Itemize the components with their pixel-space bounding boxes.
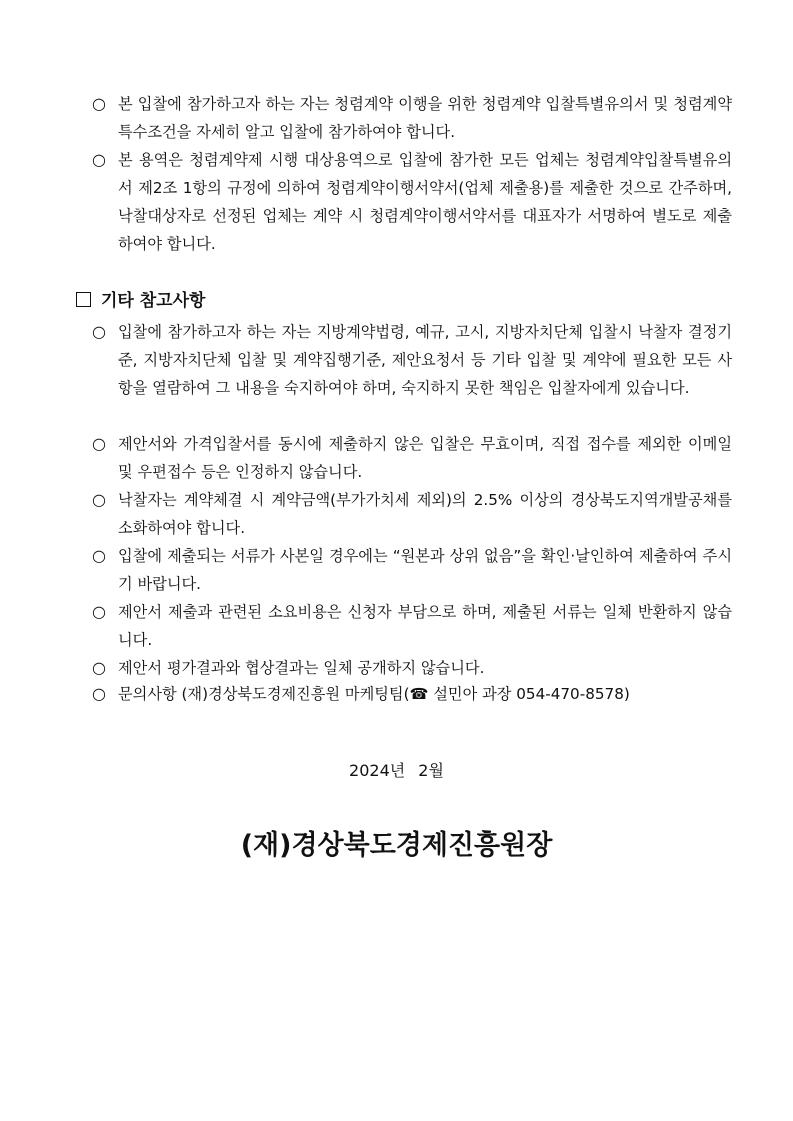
notice-item [92, 90, 732, 146]
notice-item [92, 146, 732, 258]
circle-bullet-icon: ○ [92, 546, 106, 565]
reference-item [92, 598, 732, 654]
circle-bullet-icon: ○ [92, 322, 106, 341]
circle-bullet-icon: ○ [92, 150, 106, 169]
issuing-organization: (재)경상북도경제진흥원장 [240, 830, 553, 861]
reference-item [92, 430, 732, 486]
reference-item [92, 654, 732, 682]
reference-text: 입찰에 제출되는 서류가 사본일 경우에는 “원본과 상위 없음”을 확인·날인하여 제출하여 주시기 바랍니다. [118, 547, 732, 593]
reference-item [92, 318, 732, 402]
reference-text: 제안서 제출과 관련된 소요비용은 신청자 부담으로 하며, 제출된 서류는 일체 반환하지 않습니다. [118, 603, 732, 649]
contact-text: 문의사항 (재)경상북도경제진흥원 마케팅팀(☎ 설민아 과장 054-470-8578) [118, 685, 630, 703]
notice-text: 본 용역은 청렴계약제 시행 대상용역으로 입찰에 참가한 모든 업체는 청렴계약입찰특별유의서 제2조 1항의 규정에 의하여 청렴계약이행서약서(업체 제출용)를 제출한 것으로 간주하며, 낙찰대상자로 선정된 업체는 계약 시 청렴계약이행서약서를 대표자가 서명하여 별도로 제출하여야 합니다. [118, 151, 732, 253]
circle-bullet-icon: ○ [92, 658, 106, 677]
reference-item [92, 680, 732, 708]
reference-text: 제안서와 가격입찰서를 동시에 제출하지 않은 입찰은 무효이며, 직접 접수를 제외한 이메일 및 우편접수 등은 인정하지 않습니다. [118, 435, 732, 481]
section-title: 기타 참고사항 [101, 291, 206, 311]
circle-bullet-icon: ○ [92, 602, 106, 621]
section-heading [76, 287, 205, 315]
circle-bullet-icon: ○ [92, 684, 106, 703]
square-box-icon [76, 292, 91, 307]
notice-text: 본 입찰에 참가하고자 하는 자는 청렴계약 이행을 위한 청렴계약 입찰특별유의서 및 청렴계약 특수조건을 자세히 알고 입찰에 참가하여야 합니다. [118, 95, 732, 141]
reference-text: 입찰에 참가하고자 하는 자는 지방계약법령, 예규, 고시, 지방자치단체 입찰시 낙찰자 결정기준, 지방자치단체 입찰 및 계약집행기준, 제안요청서 등 기타 입찰 및 계약에 필요한 모든 사항을 열람하여 그 내용을 숙지하여야 하며, 숙지하지 못한 책임은 입찰자에게 있습니다. [118, 323, 732, 397]
reference-item [92, 486, 732, 542]
reference-item [92, 542, 732, 598]
circle-bullet-icon: ○ [92, 434, 106, 453]
circle-bullet-icon: ○ [92, 490, 106, 509]
circle-bullet-icon: ○ [92, 94, 106, 113]
document-date: 2024년 2월 [349, 761, 444, 780]
reference-text: 낙찰자는 계약체결 시 계약금액(부가가치세 제외)의 2.5% 이상의 경상북도지역개발공채를 소화하여야 합니다. [118, 491, 732, 537]
reference-text: 제안서 평가결과와 협상결과는 일체 공개하지 않습니다. [118, 659, 485, 677]
